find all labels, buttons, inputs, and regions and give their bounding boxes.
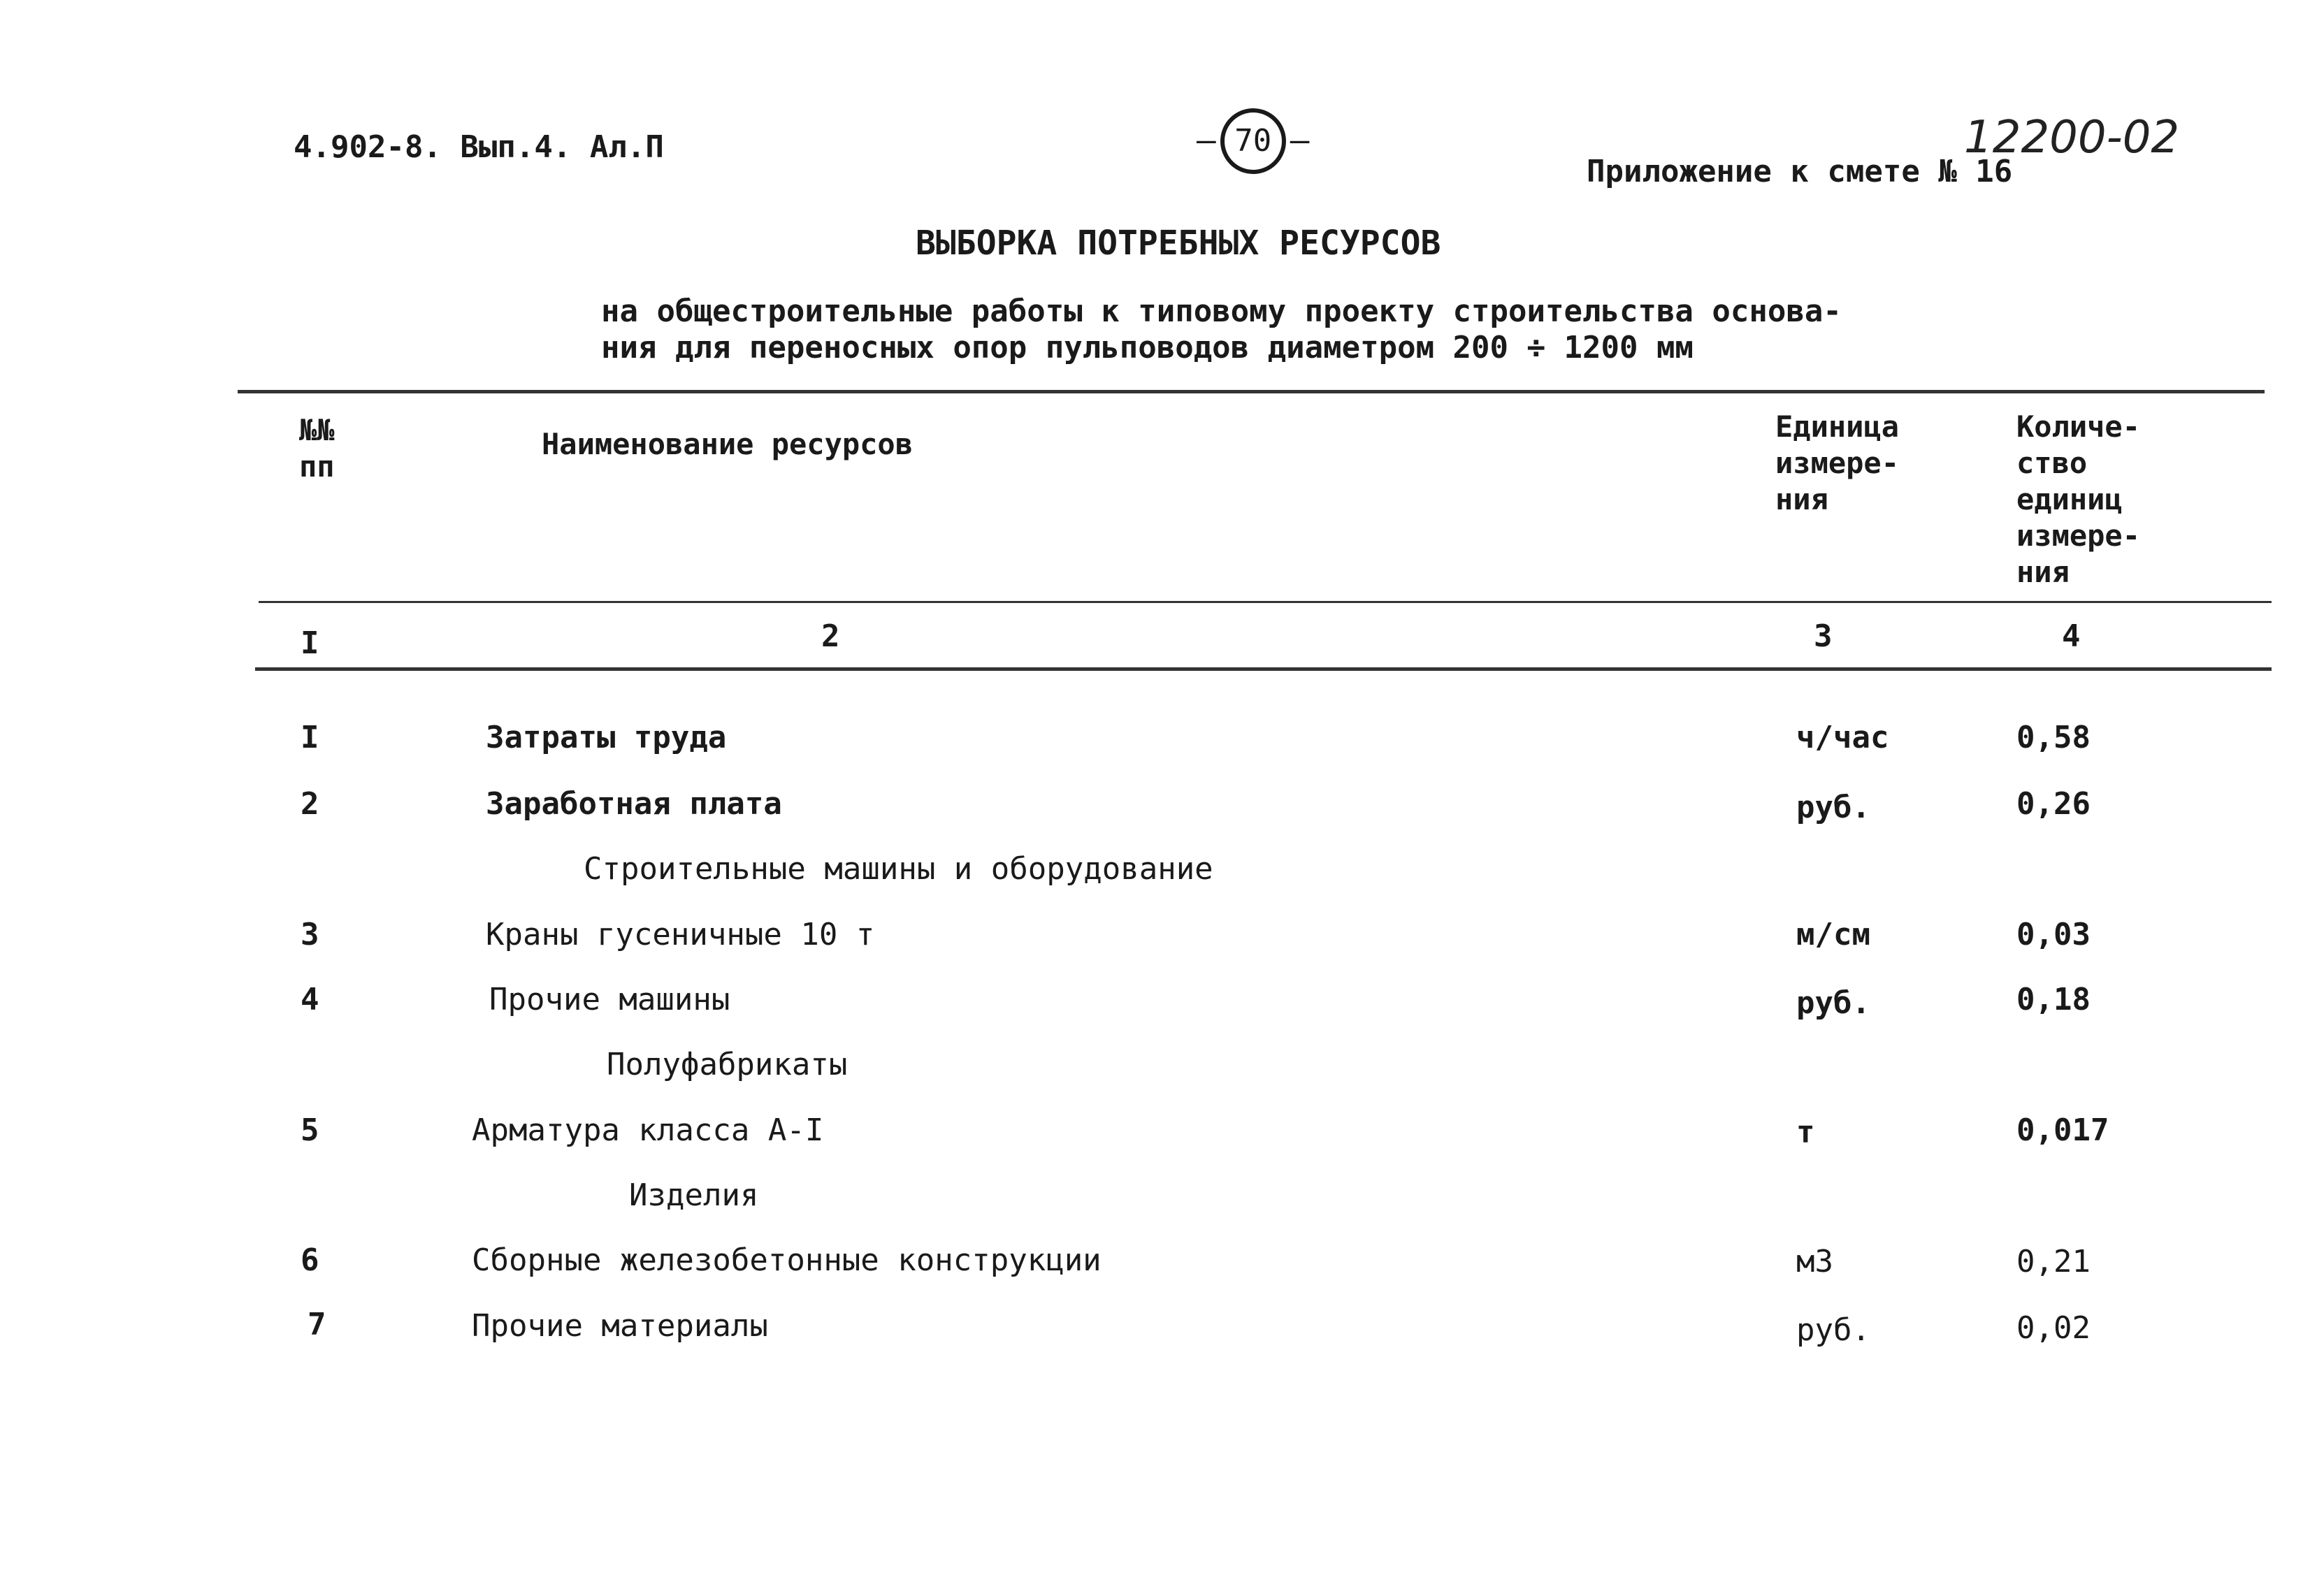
table-row-4-unit: руб. bbox=[1796, 985, 1870, 1021]
table-row-4-quantity: 0,18 bbox=[2016, 982, 2091, 1017]
document-title: ВЫБОРКА ПОТРЕБНЫХ РЕСУРСОВ bbox=[916, 224, 1441, 263]
table-row-2-number: 2 bbox=[301, 786, 319, 822]
table-row-6-unit: м3 bbox=[1796, 1244, 1833, 1279]
column-header-name: Наименование ресурсов bbox=[542, 427, 914, 461]
table-top-rule bbox=[238, 390, 2265, 393]
table-row-5-quantity: 0,017 bbox=[2016, 1112, 2109, 1148]
section-heading-semi-finished: Полуфабрикаты bbox=[607, 1047, 848, 1082]
table-row-5-number: 5 bbox=[301, 1112, 319, 1148]
table-row-4-name: Прочие машины bbox=[489, 982, 730, 1017]
column-header-quantity: Количе- ство единиц измере- ния bbox=[2016, 409, 2141, 589]
table-row-3-unit: м/см bbox=[1796, 917, 1870, 952]
table-row-6-name: Сборные железобетонные конструкции bbox=[472, 1242, 1102, 1278]
table-row-2-unit: руб. bbox=[1796, 790, 1870, 825]
table-row-6-quantity: 0,21 bbox=[2016, 1244, 2091, 1279]
table-row-1-unit: ч/час bbox=[1796, 720, 1889, 755]
table-row-5-name: Арматура класса А-I bbox=[472, 1112, 824, 1148]
table-row-3-name: Краны гусеничные 10 т bbox=[486, 917, 875, 952]
table-column-number-rule bbox=[255, 667, 2272, 671]
table-row-2-quantity: 0,26 bbox=[2016, 786, 2091, 822]
table-row-6-number: 6 bbox=[301, 1242, 319, 1278]
column-header-number: №№ пп bbox=[299, 413, 335, 484]
column-number-1: I bbox=[301, 625, 319, 661]
subtitle-line-2: ния для переносных опор пульповодов диаметром 200 ÷ 1200 мм bbox=[601, 330, 1694, 365]
table-row-7-name: Прочие материалы bbox=[472, 1308, 768, 1344]
table-row-2-name: Заработная плата bbox=[486, 786, 782, 822]
column-number-3: 3 bbox=[1814, 618, 1833, 654]
column-number-2: 2 bbox=[821, 618, 840, 654]
section-heading-machines: Строительные машины и оборудование bbox=[584, 851, 1213, 887]
page-number-circle: 70 bbox=[1220, 108, 1286, 174]
table-row-7-unit: руб. bbox=[1796, 1312, 1870, 1348]
table-row-5-unit: т bbox=[1796, 1115, 1815, 1150]
table-header-rule bbox=[259, 601, 2272, 603]
handwritten-stamp-code: 12200-02 bbox=[1964, 112, 2180, 164]
table-row-7-number: 7 bbox=[308, 1307, 326, 1342]
section-heading-products: Изделия bbox=[629, 1177, 759, 1213]
table-row-3-quantity: 0,03 bbox=[2016, 917, 2091, 952]
table-row-3-number: 3 bbox=[301, 917, 319, 952]
document-code: 4.902-8. Вып.4. Ал.П bbox=[294, 129, 664, 165]
document-subtitle bbox=[601, 293, 1842, 366]
table-row-1-number: I bbox=[301, 720, 319, 755]
table-row-1-name: Затраты труда bbox=[486, 720, 727, 755]
table-row-1-quantity: 0,58 bbox=[2016, 720, 2091, 755]
annex-label: Приложение к смете № 16 bbox=[1587, 154, 2013, 189]
table-row-7-quantity: 0,02 bbox=[2016, 1310, 2091, 1346]
page-number: – 70 – bbox=[1197, 108, 1309, 174]
column-number-4: 4 bbox=[2062, 618, 2081, 654]
column-header-unit: Единица измере- ния bbox=[1775, 409, 1900, 516]
subtitle-line-1: на общестроительные работы к типовому проекту строительства основа- bbox=[601, 293, 1842, 329]
table-row-4-number: 4 bbox=[301, 982, 319, 1017]
